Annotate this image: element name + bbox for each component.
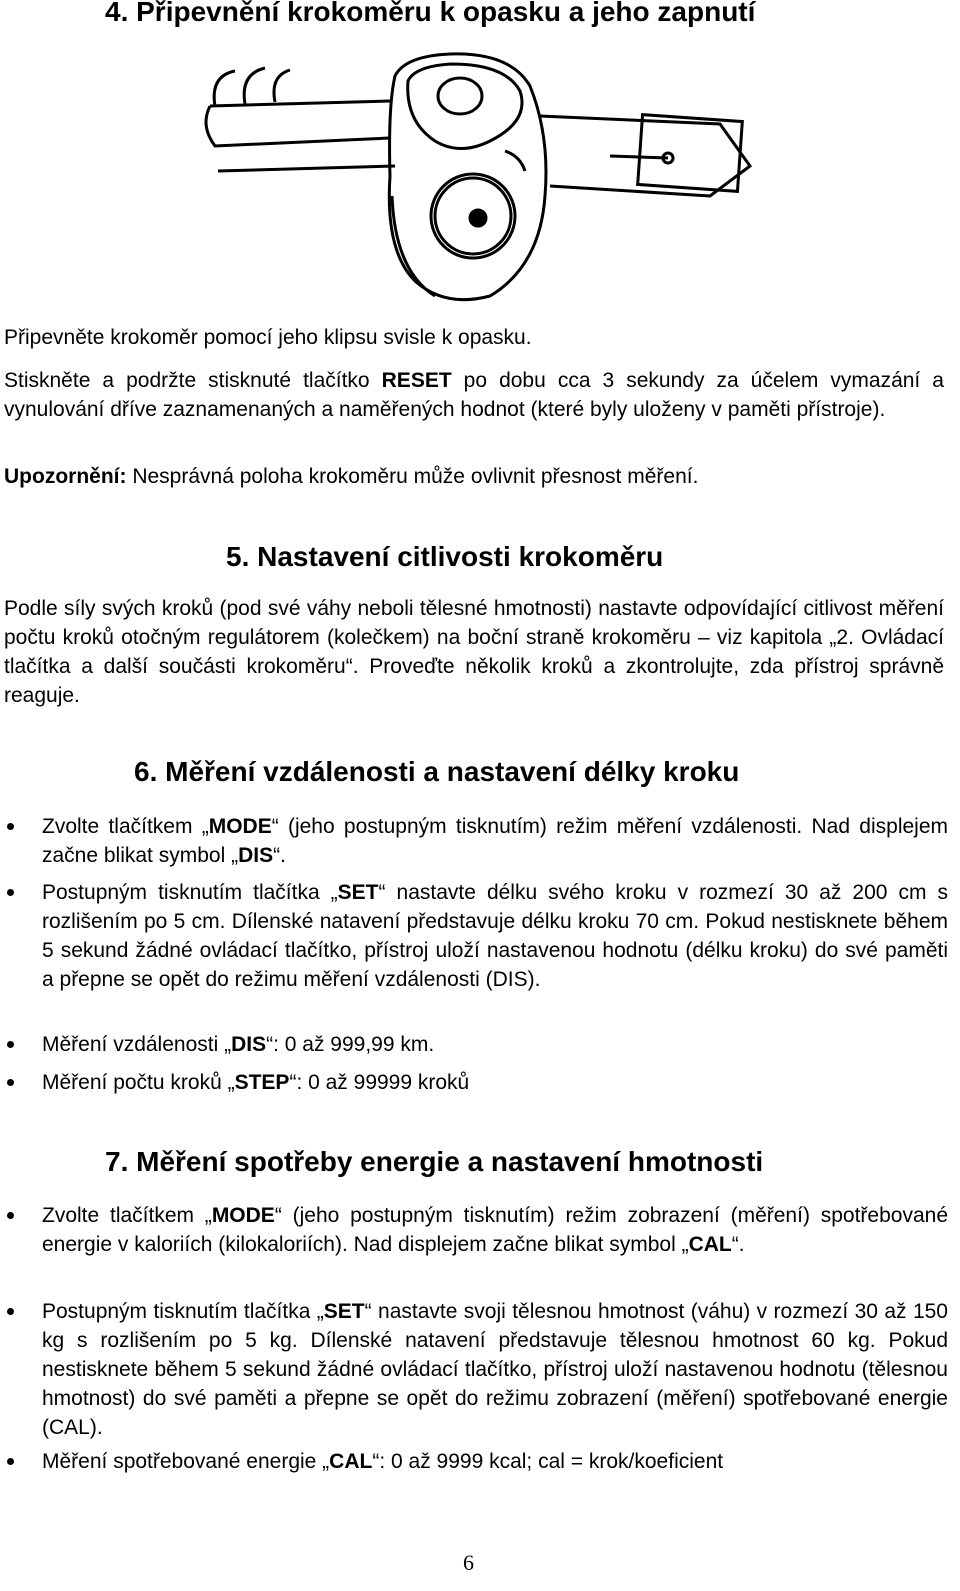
page-number: 6 bbox=[463, 1550, 474, 1575]
section-4-paragraph-2: Stiskněte a podržte stisknuté tlačítko RESET po dobu cca 3 sekundy za účelem vymazání a vynulování dříve zaznamenaných a naměřených hodnot (které byly uloženy v paměti přístroje). bbox=[4, 369, 944, 421]
section-6-heading: 6. Měření vzdálenosti a nastavení délky kroku bbox=[134, 756, 740, 787]
section-4-paragraph-1: Připevněte krokoměr pomocí jeho klipsu svisle k opasku. bbox=[4, 326, 532, 349]
section-5-heading: 5. Nastavení citlivosti krokoměru bbox=[226, 541, 664, 572]
section-5-paragraph: Podle síly svých kroků (pod své váhy neboli tělesné hmotnosti) nastavte odpovídající citlivost měření počtu kroků otočným regulátorem (kolečkem) na boční straně krokoměru – viz kapitola „2. Ovládací tlačítka a další součásti krokoměru“. Proveďte několik kroků a zkontrolujte, zda přístroj správně reaguje. bbox=[4, 597, 944, 707]
section-4-warning: Upozornění: Nesprávná poloha krokoměru může ovlivnit přesnost měření. bbox=[4, 465, 699, 488]
pedometer-on-belt-illustration bbox=[190, 46, 770, 311]
section-4-heading: 4. Připevnění krokoměru k opasku a jeho zapnutí bbox=[105, 0, 756, 27]
section-7-heading: 7. Měření spotřeby energie a nastavení hmotnosti bbox=[105, 1146, 764, 1177]
